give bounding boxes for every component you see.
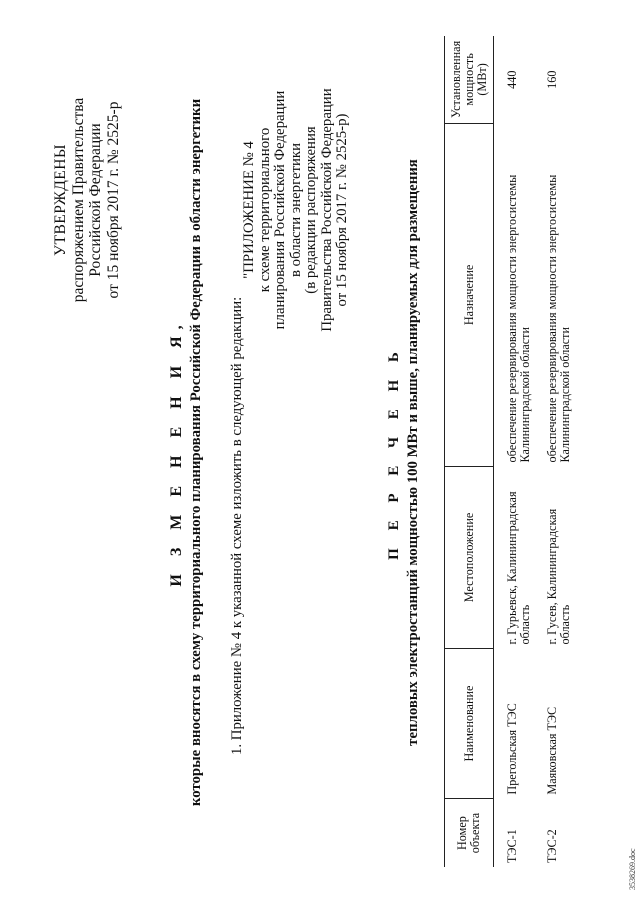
appendix-line-4: в области энергетики — [287, 142, 304, 278]
list-heading: П Е Р Е Ч Е Н Ь — [386, 345, 402, 560]
header-purpose: Назначение — [445, 123, 494, 466]
cell-name: Маяковская ТЭС — [545, 706, 559, 795]
approval-date: от 15 ноября 2017 г. № 2525-р — [104, 101, 122, 299]
approval-line-2: распоряжением Правительства — [69, 97, 87, 303]
appendix-line-7: от 15 ноября 2017 г. № 2525-р) — [334, 113, 350, 307]
cell-purpose: обеспечение резервирования мощности энергосистемы Калининградской области — [545, 174, 572, 463]
appendix-line-2: к схеме территориального — [256, 127, 273, 293]
approval-line-3: Российской Федерации — [87, 123, 104, 277]
approval-stamp — [52, 70, 122, 330]
header-number: Номер объекта — [445, 799, 494, 867]
power-plants-table — [444, 36, 574, 867]
approval-title: УТВЕРЖДЕНЫ — [52, 144, 69, 256]
appendix-header — [242, 60, 351, 360]
header-capacity: Установленная мощность (МВт) — [445, 36, 494, 123]
cell-capacity: 440 — [505, 70, 519, 89]
cell-name: Прегольская ТЭС — [505, 703, 519, 795]
changes-heading: И З М Е Н Е Н И Я, — [168, 318, 185, 587]
cell-purpose: обеспечение резервирования мощности энергосистемы Калининградской области — [505, 174, 532, 463]
list-subheading: тепловых электростанций мощностью 100 МВт и выше, планируемых для размещения — [405, 159, 421, 746]
document-filename: 3538269.doc — [628, 848, 637, 890]
appendix-line-1: "ПРИЛОЖЕНИЕ № 4 — [241, 141, 257, 279]
appendix-line-6: Правительства Российской Федерации — [318, 88, 335, 332]
changes-subheading: которые вносятся в схему территориального планирования Российской Федерации в области энергетики — [188, 98, 204, 807]
header-name: Наименование — [445, 649, 494, 799]
header-location: Местоположение — [445, 466, 494, 648]
cell-location: г. Гурьевск, Калининградская область — [505, 491, 532, 645]
appendix-line-3: планирования Российской Федерации — [272, 90, 288, 330]
appendix-line-5: (в редакции распоряжения — [303, 126, 319, 294]
cell-number: ТЭС-2 — [545, 829, 559, 863]
table-row — [494, 36, 535, 867]
cell-number: ТЭС-1 — [505, 829, 519, 863]
cell-capacity: 160 — [545, 70, 559, 89]
cell-location: г. Гусев, Калининградская область — [545, 508, 572, 645]
table-header-row — [445, 36, 494, 867]
table-row — [534, 36, 574, 867]
item-1-text: 1. Приложение № 4 к указанной схеме изложить в следующей редакции: — [229, 296, 245, 755]
